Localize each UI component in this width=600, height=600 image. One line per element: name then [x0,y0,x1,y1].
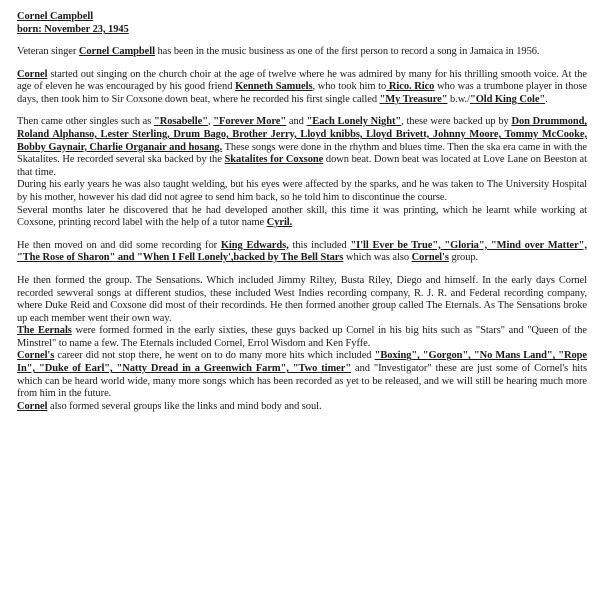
underlined-name: Skatalites for Coxsone [224,154,324,166]
paragraph-sensations [17,275,587,325]
text-run: career did not stop there, he went on to do many more hits which included [54,350,375,362]
text-run: b.w./ [447,93,470,105]
underlined-name: Cyril. [266,217,293,229]
text-run: this included [288,239,351,251]
song-title: "Forever More" [213,116,287,128]
paragraph-welding [17,179,587,204]
text-run: also formed several groups like the links and mind body and soul. [47,400,322,412]
underlined-name: Rico. Rico [386,81,435,93]
song-title: "Old King Cole" [469,93,546,105]
song-title: "Boxing", "Gorgon", "No Mans Land", "Rope In", "Duke of Earl", "Natty Dread in a Greenwich Farm", "Two timer" [17,350,587,375]
text-run: and "Investigator" these are just some of Cornel's hits which can be heard world wide, many more songs which has been recorded as yet to be released, and we will still be hearing much more from him in the future. [17,363,587,400]
birth-date: born: November 23, 1945 [17,24,129,35]
text-run: which was also [343,252,412,264]
document-page [17,10,587,413]
underlined-name: Kenneth Samuels [235,81,313,93]
text-run: During his early years he was also taught welding, but his eyes were affected by the sparks, and he was taken to The University Hospital by his mother, however his dad did not agree to send him back, so he told him to discontinue the course. [17,179,587,203]
paragraph-career [17,350,587,400]
text-run: Several months later he discovered that he had developed another skill, this time it was printing, which he learnt while working at Coxsone, printing record label with the help of a tutor name [17,204,587,229]
paragraph-groups [17,401,587,414]
song-title: "I'll Ever be True", "Gloria", "Mind over Matter", "The Rose of Sharon" and "When I Fell Lonely',backed by The Bell Stars [17,239,587,264]
song-title: "Rosabelle" [154,116,208,128]
text-run: has been in the music business as one of the first person to record a song in Jamaica in 1956. [154,46,540,57]
paragraph-printing [17,205,587,230]
text-run: He then moved on and did some recording for [17,239,221,251]
underlined-name: Cornel's [411,252,449,264]
song-title: "My Treasure" [379,93,448,105]
text-run: , who took him to [312,81,387,93]
underlined-name: Cornel's [17,350,55,362]
paragraph-singles [17,116,587,179]
text-run: , these were backed up by [401,116,512,128]
text-run: and [286,116,307,128]
underlined-name: Cornel Campbell [78,46,155,57]
text-run: Veteran singer [17,46,79,57]
paragraph-eternals [17,325,587,350]
paragraph-king-edwards [17,240,587,265]
text-run: who was a trumbone player in those days, then took him to Sir Coxsone down beat, where he recorded his first single called [17,81,588,105]
text-run: , [207,116,214,128]
underlined-name: Cornel [17,400,48,412]
text-run: started out singing on the church choir at the age of twelve where he was admired by many for his thrilling smooth voice. At the age of eleven he was encouraged by his good friend [17,68,587,93]
text-run: group. [448,252,479,264]
underlined-name: King Edwards, [220,239,289,251]
text-run: were formed formed in the early sixties, these guys backed up Cornel in his big hits such as "Stars" and "Queen of the Minstrel" to name a few. The Eternals included Cornel, Errol Wisdom and Ken Fyffe. [17,325,587,349]
text-run: down beat. Down beat was located at Love Lane on Beeston at that time. [17,154,587,178]
text-run: . [545,93,548,105]
page-title: Cornel Campbell [17,11,94,22]
text-run: These songs were done in the rhythm and blues time. Then the ska era came in with the Skatalites. He recorded several ska backed by the [17,141,587,166]
paragraph-early-life [17,69,587,107]
musician-names: Don Drummond, Roland Alphanso, Lester Sterling, Drum Bago, Brother Jerry, Lloyd knibbs, Lloyd Brivett, Johnny Moore, Tommy McCooke, Bobby Gaynair, Charlie Organair and hosang. [17,116,587,153]
underlined-name: The Eernals [17,325,72,337]
text-run: Then came other singles such as [17,116,154,128]
text-run: He then formed the group. The Sensations. Which included Jimmy Riltey, Busta Riley, Diego and himself. In the early days Cornel recorded sewveral songs at different studios, these included West Indies recording company, R. J. R. and Federal recording company, where Duke Reid and Coxsone did most of their recordinds. He then formed another group called The Eternals. As The Sensations broke up each member went their own way. [17,274,587,324]
underlined-name: Cornel [17,68,48,80]
song-title: "Each Lonely Night" [306,116,402,128]
paragraph-intro [17,46,587,59]
